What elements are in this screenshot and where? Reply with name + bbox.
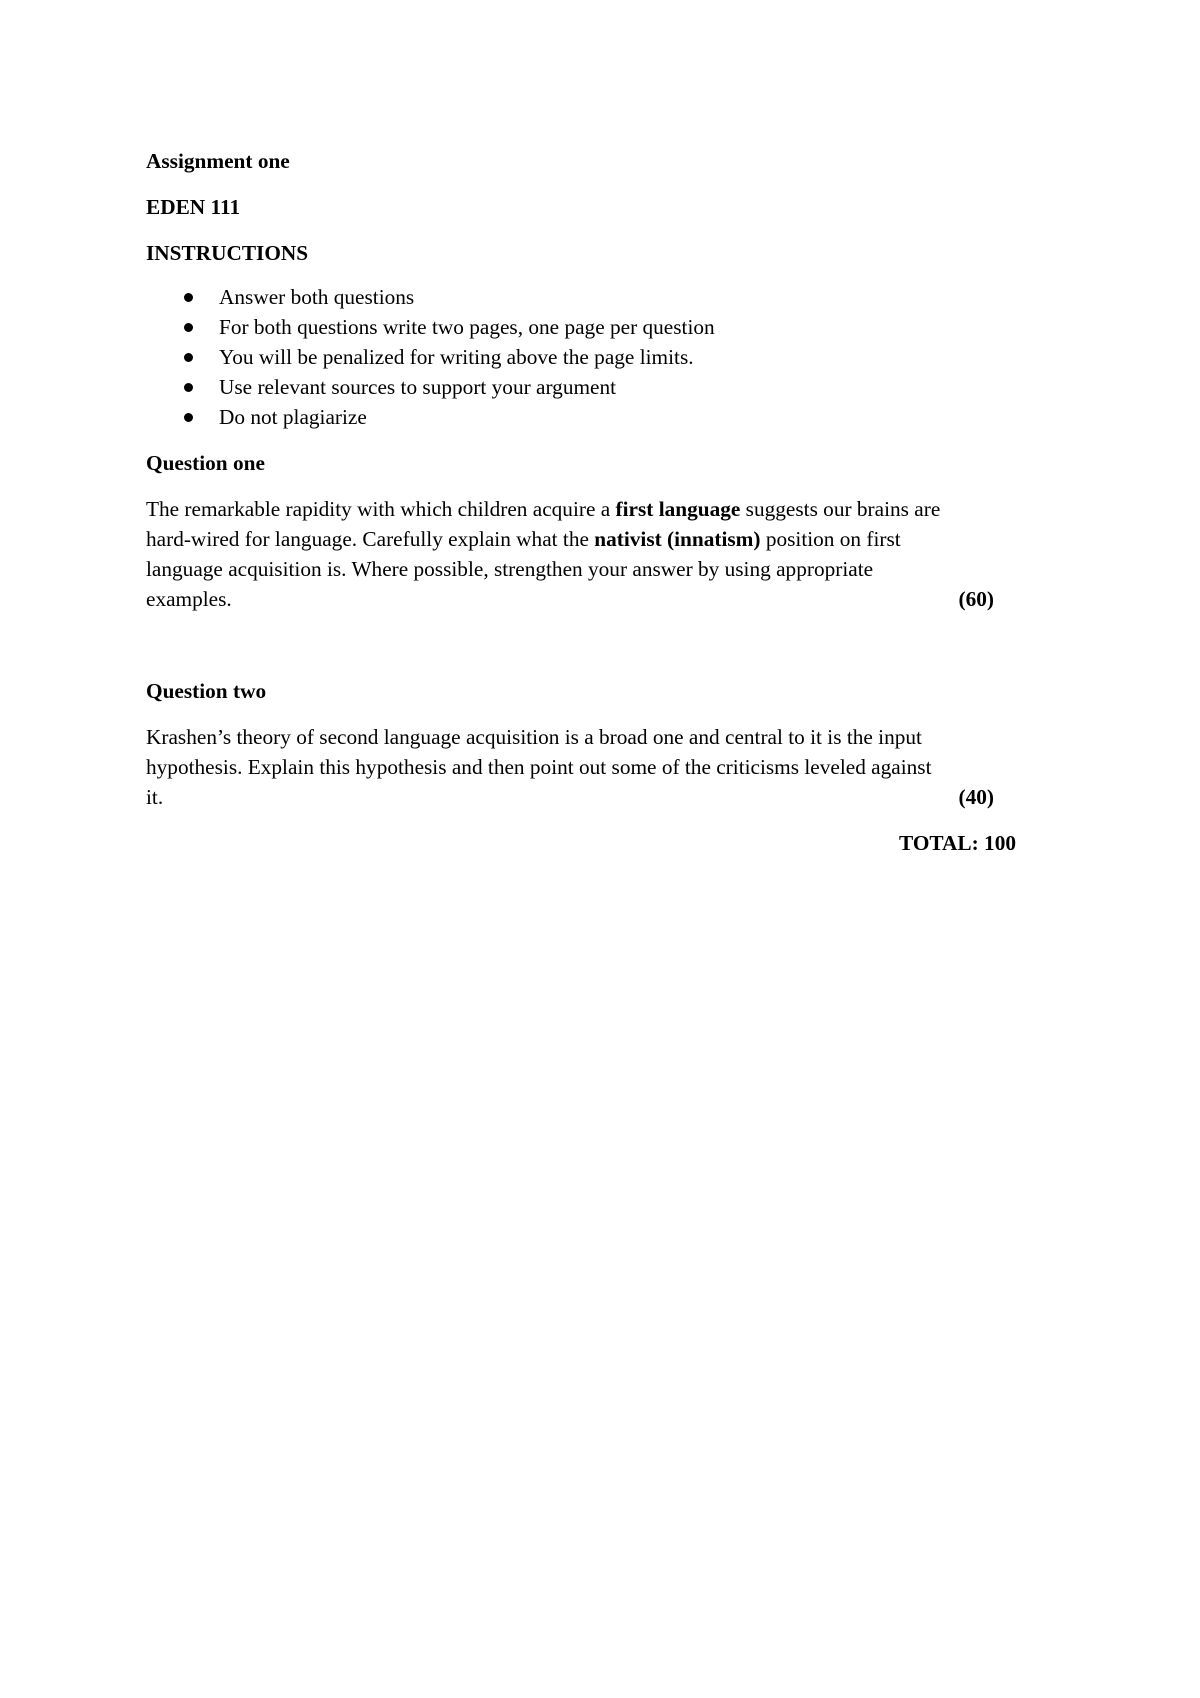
question-two-line [146,782,1056,812]
instruction-text: Answer both questions [219,285,415,309]
question-two-line: Krashen’s theory of second language acquisition is a broad one and central to it is the input [146,725,922,749]
question-two-marks: (40) [958,785,994,809]
text-run: hard-wired for language. Carefully explain what the [146,527,595,551]
text-run: position on first [760,527,901,551]
instruction-text: Do not plagiarize [219,405,367,429]
instruction-item [146,372,1056,402]
document-body [146,146,1056,858]
instruction-text: Use relevant sources to support your argument [219,375,617,399]
instructions-heading: INSTRUCTIONS [146,241,309,265]
bullet-icon [184,323,193,332]
bullet-icon [184,353,193,362]
text-run: The remarkable rapidity with which children acquire a [146,497,616,521]
emphasis-first-language: first language [615,497,741,521]
assignment-title: Assignment one [146,149,290,173]
question-one-heading: Question one [146,451,265,475]
question-one-line [146,584,1056,614]
question-two-heading: Question two [146,679,267,703]
question-two-line: hypothesis. Explain this hypothesis and then point out some of the criticisms leveled against [146,755,932,779]
spacer [146,614,1056,676]
question-one-line: language acquisition is. Where possible, strengthen your answer by using appropriate [146,557,874,581]
instruction-item [146,312,1056,342]
instruction-item [146,342,1056,372]
question-one-text [146,494,1056,614]
question-one-line [146,524,1056,554]
bullet-icon [184,293,193,302]
total-marks: TOTAL: 100 [899,831,1016,855]
course-code: EDEN 111 [146,195,241,219]
instruction-item [146,282,1056,312]
total-row [146,828,1056,858]
question-one-line [146,494,1056,524]
bullet-icon [184,413,193,422]
text-run: it. [146,785,164,809]
text-run: suggests our brains are [740,497,941,521]
instructions-list [146,282,1056,432]
instruction-text: For both questions write two pages, one page per question [219,315,715,339]
question-one-marks: (60) [958,587,994,611]
bullet-icon [184,383,193,392]
question-two-text [146,722,1056,812]
text-run: examples. [146,587,232,611]
instruction-text: You will be penalized for writing above the page limits. [219,345,694,369]
instruction-item [146,402,1056,432]
emphasis-nativist: nativist (innatism) [594,527,761,551]
